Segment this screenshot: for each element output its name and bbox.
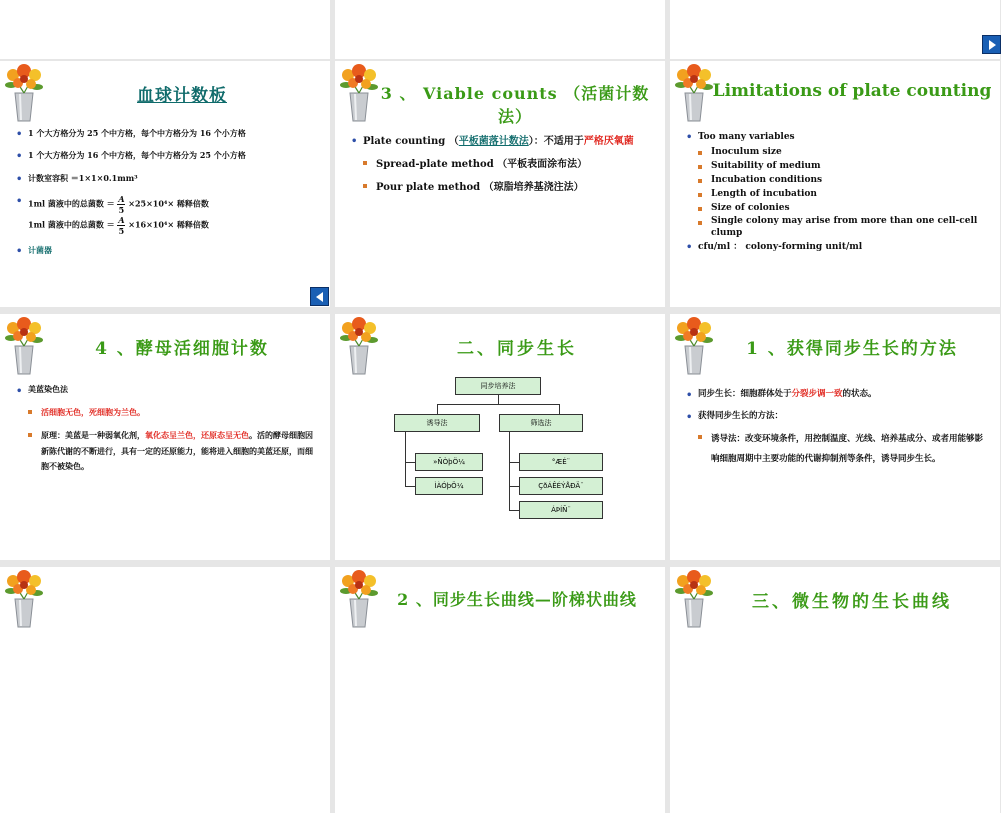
flower-vase-icon [3, 569, 45, 627]
list-item: • cfu/ml ： colony-forming unit/ml [684, 241, 990, 254]
flower-vase-icon [338, 316, 380, 374]
slide-title: 4 、酵母活细胞计数 [95, 339, 269, 359]
slide-title: 三、微生物的生长曲线 [752, 592, 952, 612]
list-item: • 计数室容积 ＝1×1×0.1mm³ [14, 172, 320, 184]
slide-10[interactable] [0, 567, 330, 813]
sub-item: Pour plate method （琼脂培养基浇注法） [349, 179, 655, 196]
slide-title: 1 、获得同步生长的方法 [746, 339, 958, 359]
prev-slide-icon[interactable] [310, 287, 329, 306]
diagram-root-node: 同步培养法 [455, 377, 541, 395]
slide-7[interactable] [0, 314, 330, 560]
slide-title: 血球计数板 [137, 86, 227, 106]
slide-4[interactable] [0, 61, 330, 307]
list-item: • 美蓝染色法 [14, 382, 320, 397]
slide-2[interactable] [335, 0, 665, 59]
formula-line-2: 1ml 菌液中的总菌数 ＝ $\frac{A}{5}$ ×16×10⁴× 稀释倍数 [28, 215, 209, 237]
sub-item: Single colony may arise from more than one cell-cell clump [684, 216, 990, 239]
list-item: • 获得同步生长的方法： [684, 408, 990, 424]
diagram-node-induction: 诱导法 [394, 414, 480, 432]
slide-12[interactable] [670, 567, 1000, 813]
flower-vase-icon [673, 569, 715, 627]
slide-11[interactable] [335, 567, 665, 813]
slide-9[interactable] [670, 314, 1000, 560]
list-item: • 同步生长：细胞群体处于分裂步调一致的状态。 [684, 386, 990, 402]
list-item: • 1 个大方格分为 25 个中方格，每个中方格分为 16 个小方格 [14, 127, 320, 139]
slide-title: 二、同步生长 [457, 339, 577, 359]
diagram-node-selection: 筛选法 [499, 414, 583, 432]
list-item: • Plate counting （平板菌落计数法）：不适用于严格厌氧菌 [349, 133, 655, 150]
sub-item: Spread-plate method （平板表面涂布法） [349, 156, 655, 173]
sub-item: Length of incubation [684, 188, 990, 201]
sub-item: Suitability of medium [684, 160, 990, 173]
flower-vase-icon [673, 316, 715, 374]
slide-title: 2 、同步生长曲线—阶梯状曲线 [397, 590, 637, 609]
next-slide-icon[interactable] [982, 35, 1001, 54]
slide-1[interactable] [0, 0, 330, 59]
list-item: • Too many variables [684, 131, 990, 144]
flower-vase-icon [3, 316, 45, 374]
slide-title: Limitations of plate counting [712, 81, 992, 101]
slide-8[interactable] [335, 314, 665, 560]
sub-item: Inoculum size [684, 146, 990, 159]
sub-item: 诱导法：改变环境条件，用控制温度、光线、培养基成分、或者用能够影响细胞周期中主要功能的代谢抑制剂等条件，诱导同步生长。 [684, 430, 990, 469]
diagram-leaf: °ÆÉ¨ [519, 453, 603, 471]
slide-6[interactable] [670, 61, 1000, 307]
diagram-leaf: ÌÀÓþÖ¼ [415, 477, 483, 495]
sub-item: Size of colonies [684, 202, 990, 215]
diagram-leaf: ÁÞÍÑ¨ [519, 501, 603, 519]
flower-vase-icon [3, 63, 45, 121]
list-item: • 计菌器 [14, 244, 320, 256]
sub-item: 活细胞无色，死细胞为兰色。 [14, 405, 320, 420]
diagram-leaf: ÇðÁÊÉÝÅÐÄ¨ [519, 477, 603, 495]
slide-3[interactable] [670, 0, 1000, 59]
sub-item: 原理：美蓝是一种弱氧化剂，氧化态呈兰色，还原态呈无色。活的酵母细胞因新陈代谢的不断进行，具有一定的还原能力，能将进入细胞的美蓝还原，而细胞不被染色。 [14, 428, 320, 474]
flower-vase-icon [673, 63, 715, 121]
sub-item: Incubation conditions [684, 174, 990, 187]
slide-5[interactable] [335, 61, 665, 307]
slide-title: 3 、 Viable counts （活菌计数法） [380, 84, 650, 126]
formula-line-1: • 1ml 菌液中的总菌数 ＝ $\frac{A}{5}$ ×25×10⁴× 稀释倍数 [14, 194, 320, 215]
list-item: • 1 个大方格分为 16 个中方格，每个中方格分为 25 个小方格 [14, 149, 320, 161]
flower-vase-icon [338, 569, 380, 627]
diagram-leaf: »ÑÒþÖ¼ [415, 453, 483, 471]
